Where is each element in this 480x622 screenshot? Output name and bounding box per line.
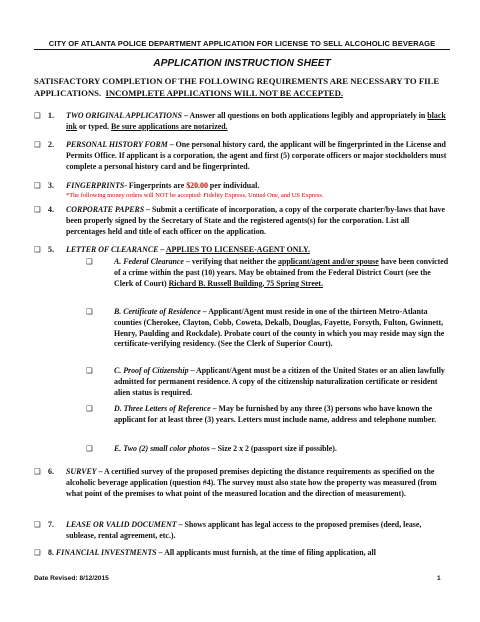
intro-warning: INCOMPLETE APPLICATIONS WILL NOT BE ACCEPTED. xyxy=(105,87,344,98)
requirement-body: SURVEY – A certified survey of the proposed premises depicting the distance requirements as specified on the alcoholic beverage application (question #4). The survey must also state how the property was measured (from what point of the premises to what point of the measured location and the direction of measurement). xyxy=(66,467,437,498)
checkbox-icon: ❑ xyxy=(86,444,93,453)
checkbox-icon: ❑ xyxy=(34,520,41,529)
requirement-heading: FINGERPRINTS xyxy=(66,181,125,190)
checkbox-icon: ❑ xyxy=(34,548,41,557)
requirement-number: 2. xyxy=(48,140,54,149)
requirement-body: PERSONAL HISTORY FORM – One personal history card, the applicant will be fingerprinted in the License and Permits Office. If applicant is a corporation, the agent and first (5) corporate officers or major stockholders must complete a personal history card and be fingerprinted. xyxy=(66,140,447,171)
money-order-note: *The following money orders will NOT be accepted: Fidelity Express, United One, and US Express. xyxy=(66,191,324,199)
checkbox-icon: ❑ xyxy=(34,467,41,476)
subitem-heading: E. Two (2) small color photos xyxy=(114,444,210,453)
requirement-number: 3. xyxy=(48,181,54,190)
requirement-heading: FINANCIAL INVESTMENTS xyxy=(55,548,157,557)
intro-text: SATISFACTORY COMPLETION OF THE FOLLOWING REQUIREMENTS ARE NECESSARY TO FILE APPLICATIONS. xyxy=(34,76,440,98)
requirement-number: 6. xyxy=(48,467,54,476)
requirement-number: 5. xyxy=(48,245,54,254)
intro-paragraph xyxy=(34,76,450,99)
requirement-body: CORPORATE PAPERS – Submit a certificate of incorporation, a copy of the corporate charter/by-laws that have been properly signed by the Secretary of State and the registered agents(s) for the corporation. List all percentages held and title of each officer on the application. xyxy=(66,205,446,236)
requirement-body: FINGERPRINTS- Fingerprints are $20.00 per individual. *The following money orders will NOT be accepted: Fidelity Express, United One, and US Express. xyxy=(66,181,450,200)
subitem-body: E. Two (2) small color photos – Size 2 x 2 (passport size if possible). xyxy=(114,444,337,453)
subitem-body: D. Three Letters of Reference – May be furnished by any three (3) persons who have known the applicant for at least three (3) years. Letters must include name, address and telephone number. xyxy=(114,404,437,424)
checkbox-icon: ❑ xyxy=(34,111,41,120)
checkbox-icon: ❑ xyxy=(86,257,93,266)
subitem-body: C. Proof of Citizenship – Applicant/Agent must be a citizen of the United States or an alien lawfully admitted for permanent residence. A copy of the citizenship naturalization certificate or resident alien status is required. xyxy=(114,366,445,397)
requirement-body: 8. FINANCIAL INVESTMENTS – All applicants must furnish, at the time of filing application, all xyxy=(48,548,376,557)
checkbox-icon: ❑ xyxy=(86,307,93,316)
checkbox-icon: ❑ xyxy=(86,366,93,375)
department-header: CITY OF ATLANTA POLICE DEPARTMENT APPLICATION FOR LICENSE TO SELL ALCOHOLIC BEVERAGE xyxy=(34,39,450,50)
requirement-heading: SURVEY xyxy=(66,467,97,476)
requirement-number: 4. xyxy=(48,205,54,214)
requirement-heading: PERSONAL HISTORY FORM xyxy=(66,140,168,149)
fingerprint-price: $20.00 xyxy=(186,181,208,190)
requirement-number: 8. xyxy=(48,548,54,557)
requirement-body: LETTER OF CLEARANCE – APPLIES TO LICENSEE-AGENT ONLY. xyxy=(66,245,310,254)
requirement-body: TWO ORIGINAL APPLICATIONS – Answer all questions on both applications legibly and appropriately in black ink or typed. Be sure applications are notarized. xyxy=(66,111,446,131)
requirement-heading: CORPORATE PAPERS xyxy=(66,205,145,214)
page-title: APPLICATION INSTRUCTION SHEET xyxy=(153,58,331,69)
checkbox-icon: ❑ xyxy=(34,205,41,214)
requirement-body: LEASE OR VALID DOCUMENT – Shows applicant has legal access to the proposed premises (deed, lease, sublease, rental agreement, etc.). xyxy=(66,520,422,540)
requirement-number: 7. xyxy=(48,520,54,529)
requirement-number: 1. xyxy=(48,111,54,120)
subitem-body: B. Certificate of Residence – Applicant/Agent must reside in one of the thirteen Metro-Atlanta counties (Cherokee, Clayton, Cobb, Coweta, Dekalb, Douglas, Fayette, Forsyth, Fulton, Gwinnett, Henry, Paulding and Rockdale). Probate court of the county in which you may reside may sign the certificate-verifying residency. (See the Clerk of Superior Court). xyxy=(114,307,445,349)
page-number: 1 xyxy=(437,575,441,582)
requirement-heading: TWO ORIGINAL APPLICATIONS xyxy=(66,111,183,120)
subitem-body: A. Federal Clearance – verifying that neither the applicant/agent and/or spouse have been convicted of a crime within the past (10) years. May be obtained from the Federal District Court (see the Clerk of Court) Richard B. Russell Building, 75 Spring Street. xyxy=(114,257,449,288)
subitem-heading: D. Three Letters of Reference xyxy=(114,404,211,413)
requirement-heading: LEASE OR VALID DOCUMENT xyxy=(66,520,177,529)
requirement-heading: LETTER OF CLEARANCE xyxy=(66,245,159,254)
checkbox-icon: ❑ xyxy=(34,140,41,149)
subitem-heading: C. Proof of Citizenship xyxy=(114,366,189,375)
revision-date: Date Revised: 8/12/2015 xyxy=(34,575,109,582)
checkbox-icon: ❑ xyxy=(34,181,41,190)
subitem-heading: A. Federal Clearance xyxy=(114,257,184,266)
subitem-heading: B. Certificate of Residence xyxy=(114,307,201,316)
checkbox-icon: ❑ xyxy=(34,245,41,254)
checkbox-icon: ❑ xyxy=(86,404,93,413)
